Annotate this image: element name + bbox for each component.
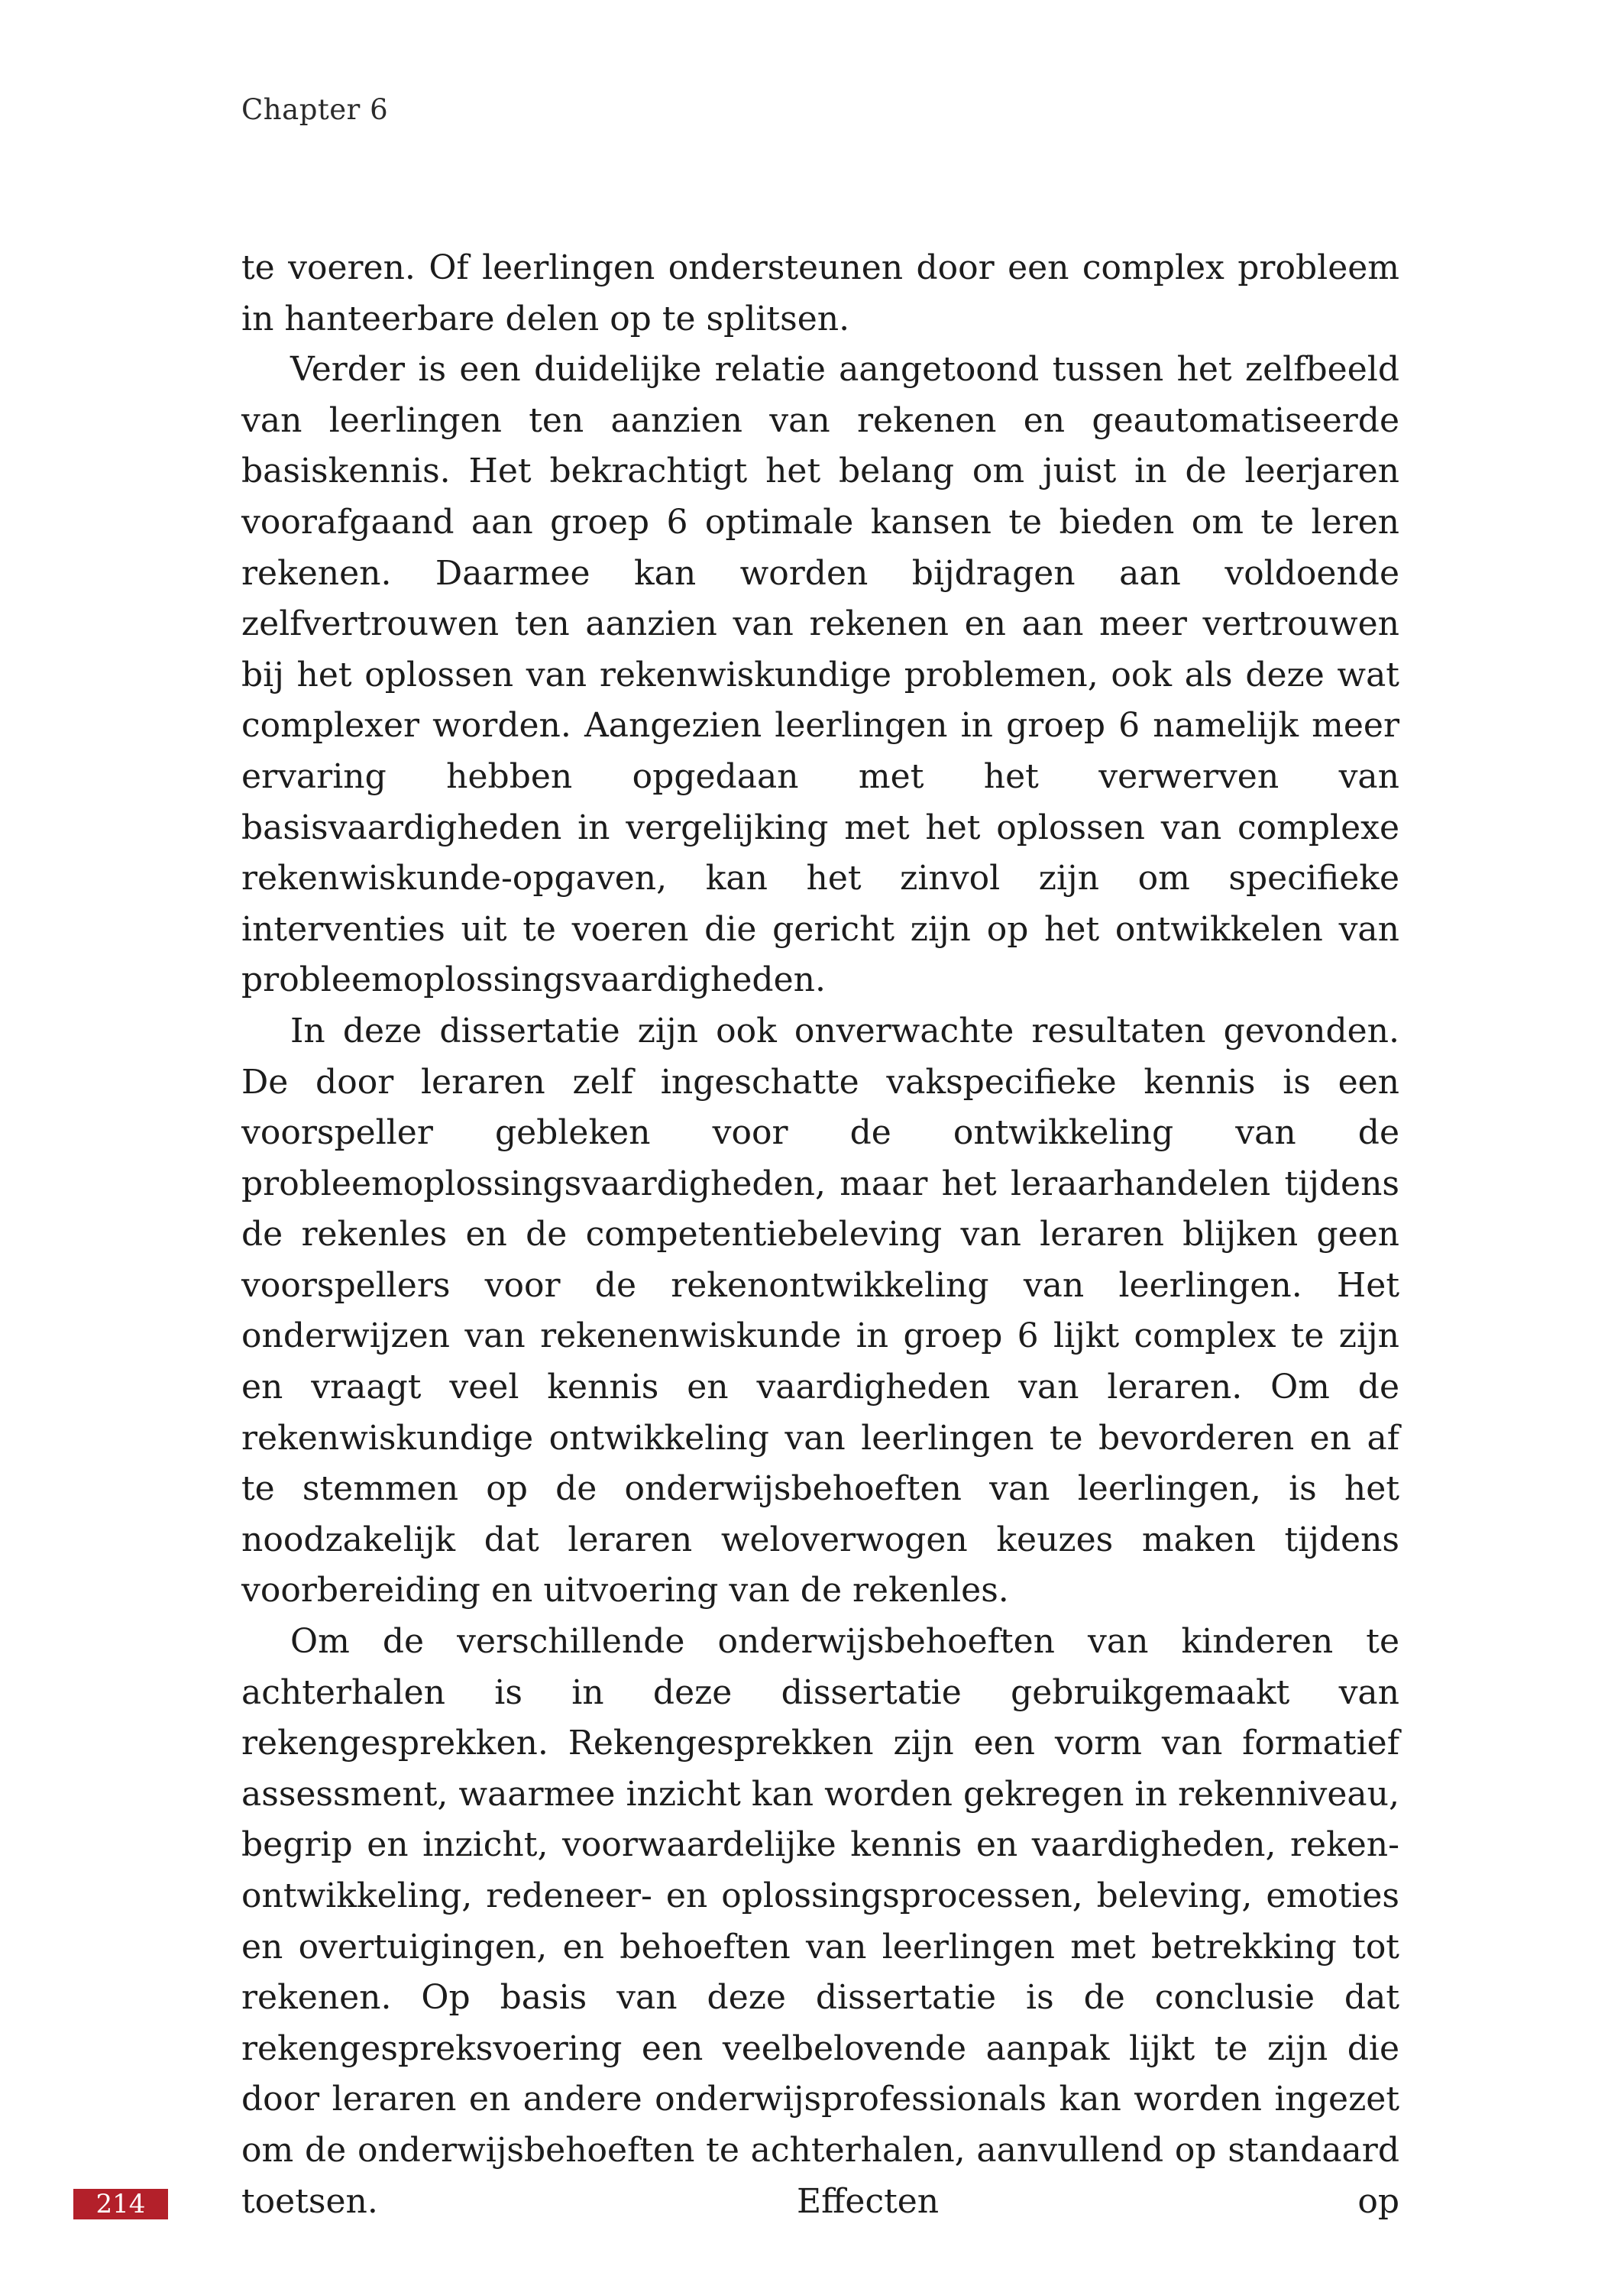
running-head: Chapter 6 (241, 93, 389, 126)
paragraph-rekengesprekken: Om de verschillende onderwijsbehoeften van kinderen te achterhalen is in deze dissertatie gebruikgemaakt van rekengesprekken. Rekengesprekken zijn een vorm van formatief assessment, waarmee inzicht kan worden gekregen in rekenniveau, begrip en inzicht, voorwaardelijke kennis en vaardigheden, rekenontwikkeling, redeneer- en oplossingsprocessen, beleving, emoties en overtuigingen, en behoeften van leerlingen met betrekking tot rekenen. Op basis van deze dissertatie is de conclusie dat rekengespreksvoering een veelbelovende aanpak lijkt te zijn die door leraren en andere onderwijsprofessionals kan worden ingezet om de onderwijsbehoeften te achterhalen, aanvullend op standaard toetsen. Effecten op (241, 1622, 1399, 2221)
paragraph-zelfbeeld: Verder is een duidelijke relatie aangetoond tussen het zelfbeeld van leerlingen ten aanzien van rekenen en geautomatiseerde basiskennis. Het bekrachtigt het belang om juist in de leerjaren voorafgaand aan groep 6 optimale kansen te bieden om te leren rekenen. Daarmee kan worden bijdragen aan voldoende zelfvertrouwen ten aanzien van rekenen en aan meer vertrouwen bij het oplossen van rekenwiskundige problemen, ook als deze wat complexer worden. Aangezien leerlingen in groep 6 namelijk meer ervaring hebben opgedaan met het verwerven van basisvaardigheden in vergelijking met het oplossen van complexe rekenwiskunde-opgaven, kan het zinvol zijn om specifieke interventies uit te voeren die gericht zijn op het ontwikkelen van probleemoplossingsvaardigheden. (241, 350, 1399, 1000)
page-number: 214 (73, 2189, 168, 2219)
paragraph-continuation: te voeren. Of leerlingen ondersteunen door een complex probleem in hanteerbare delen op te splitsen. (241, 248, 1399, 338)
body-text (241, 243, 1399, 2227)
paragraph-onverwachte-resultaten: In deze dissertatie zijn ook onverwachte resultaten gevonden. De door leraren zelf ingeschatte vakspecifieke kennis is een voorspeller gebleken voor de ontwikkeling van de probleemoplossingsvaardigheden, maar het leraarhandelen tijdens de rekenles en de competentiebeleving van leraren blijken geen voorspellers voor de rekenontwikkeling van leerlingen. Het onderwijzen van rekenenwiskunde in groep 6 lijkt complex te zijn en vraagt veel kennis en vaardigheden van leraren. Om de rekenwiskundige ontwikkeling van leerlingen te bevorderen en af te stemmen op de onderwijsbehoeften van leerlingen, is het noodzakelijk dat leraren weloverwogen keuzes maken tijdens voorbereiding en uitvoering van de rekenles. (241, 1011, 1399, 1611)
